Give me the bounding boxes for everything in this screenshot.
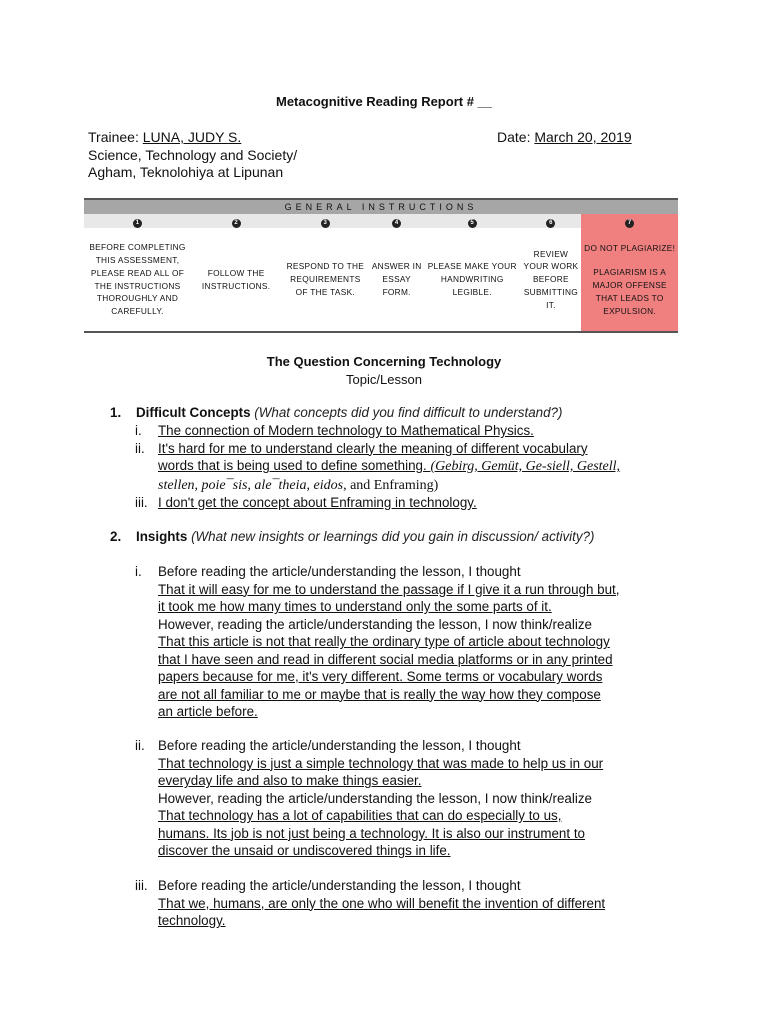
- insight-item: i. Before reading the article/understanding the lesson, I thought That it will easy for me to understand the passage if I give it a run through but, it took me how many times to understand only the some parts of it. However, reading the article/understanding the lesson, I now think/realize That this article is not that really the ordinary type of article about technology that I have seen and read in different social media platforms or in any printed papers because for me, it's very different. Some terms or vocabulary words are not all familiar to me or maybe that is really the way how they compose an article before.: [135, 563, 695, 721]
- list-item: i. The connection of Modern technology to Mathematical Physics.: [135, 423, 534, 438]
- report-title: Metacognitive Reading Report # __: [276, 94, 492, 109]
- section-label: Insights: [136, 529, 188, 544]
- instructions-heading: GENERAL INSTRUCTIONS: [84, 199, 678, 214]
- instruction-cell: PLEASE MAKE YOUR HANDWRITING LEGIBLE.: [424, 228, 521, 332]
- instruction-cell-warning: DO NOT PLAGIARIZE! PLAGIARISM IS A MAJOR OFFENSE THAT LEADS TO EXPULSION.: [581, 228, 678, 332]
- topic-title: The Question Concerning Technology: [266, 354, 502, 369]
- before-prompt: Before reading the article/understanding the lesson, I thought: [158, 878, 521, 893]
- instruction-cell: FOLLOW THE INSTRUCTIONS.: [191, 228, 281, 332]
- instruction-number: 4: [369, 214, 424, 228]
- insight-item: iii. Before reading the article/understanding the lesson, I thought That we, humans, are only the one who will benefit the invention of different technology.: [135, 877, 695, 930]
- insight-item: ii. Before reading the article/understanding the lesson, I thought That technology is just a simple technology that was made to help us in our everyday life and also to make things easier. However, reading the article/understanding the lesson, I now think/realize That technology has a lot of capabilities that can do especially to us, humans. Its job is not just being a technology. It is also our instrument to discover the unsaid or undiscovered things in life.: [135, 737, 695, 860]
- instruction-cell: RESPOND TO THE REQUIREMENTS OF THE TASK.: [281, 228, 369, 332]
- course-line-1: Science, Technology and Society/: [88, 146, 298, 163]
- instruction-number: 3: [281, 214, 369, 228]
- section-prompt: (What new insights or learnings did you gain in discussion/ activity?): [187, 529, 595, 544]
- instruction-number: 1: [84, 214, 191, 228]
- difficult-concepts-list: [135, 422, 695, 512]
- course-line-2: Agham, Teknolohiya at Lipunan: [88, 164, 284, 180]
- instruction-number: 6: [521, 214, 582, 228]
- list-item: iii. I don't get the concept about Enframing in technology.: [135, 495, 477, 510]
- before-prompt: Before reading the article/understanding the lesson, I thought: [158, 564, 521, 579]
- trainee-name: LUNA, JUDY S.: [142, 129, 242, 145]
- date-field: [497, 129, 632, 145]
- trainee-info: [88, 129, 297, 182]
- section-label: Difficult Concepts: [136, 405, 251, 420]
- instruction-cell: ANSWER IN ESSAY FORM.: [369, 228, 424, 332]
- list-item: ii. It's hard for me to understand clearly the meaning of different vocabulary words that is being used to define something. (Gebirg, Gemüt, Ge-siell, Gestell, stellen, poie¯sis, ale¯theia, eidos, and Enframing): [135, 440, 621, 493]
- instruction-cell: BEFORE COMPLETING THIS ASSESSMENT, PLEASE READ ALL OF THE INSTRUCTIONS THOROUGHLY AND CAREFULLY.: [84, 228, 191, 332]
- instruction-cell: REVIEW YOUR WORK BEFORE SUBMITTING IT.: [521, 228, 582, 332]
- topic-block: [0, 353, 768, 389]
- date-label: Date:: [497, 129, 535, 145]
- after-prompt: However, reading the article/understanding the lesson, I now think/realize: [158, 616, 592, 632]
- section-difficult-concepts: 1. Difficult Concepts (What concepts did you find difficult to understand?): [110, 405, 563, 420]
- instruction-number: 5: [424, 214, 521, 228]
- section-prompt: (What concepts did you find difficult to understand?): [250, 405, 563, 420]
- date-value: March 20, 2019: [534, 129, 632, 145]
- trainee-label: Trainee:: [88, 129, 143, 145]
- instructions-table: [84, 198, 678, 333]
- before-prompt: Before reading the article/understanding the lesson, I thought: [158, 738, 521, 753]
- topic-subtitle: Topic/Lesson: [346, 372, 422, 387]
- instruction-number: 2: [191, 214, 281, 228]
- instruction-number: 7: [581, 214, 678, 228]
- section-insights: 2. Insights (What new insights or learnings did you gain in discussion/ activity?): [110, 529, 595, 544]
- after-prompt: However, reading the article/understanding the lesson, I now think/realize: [158, 790, 592, 806]
